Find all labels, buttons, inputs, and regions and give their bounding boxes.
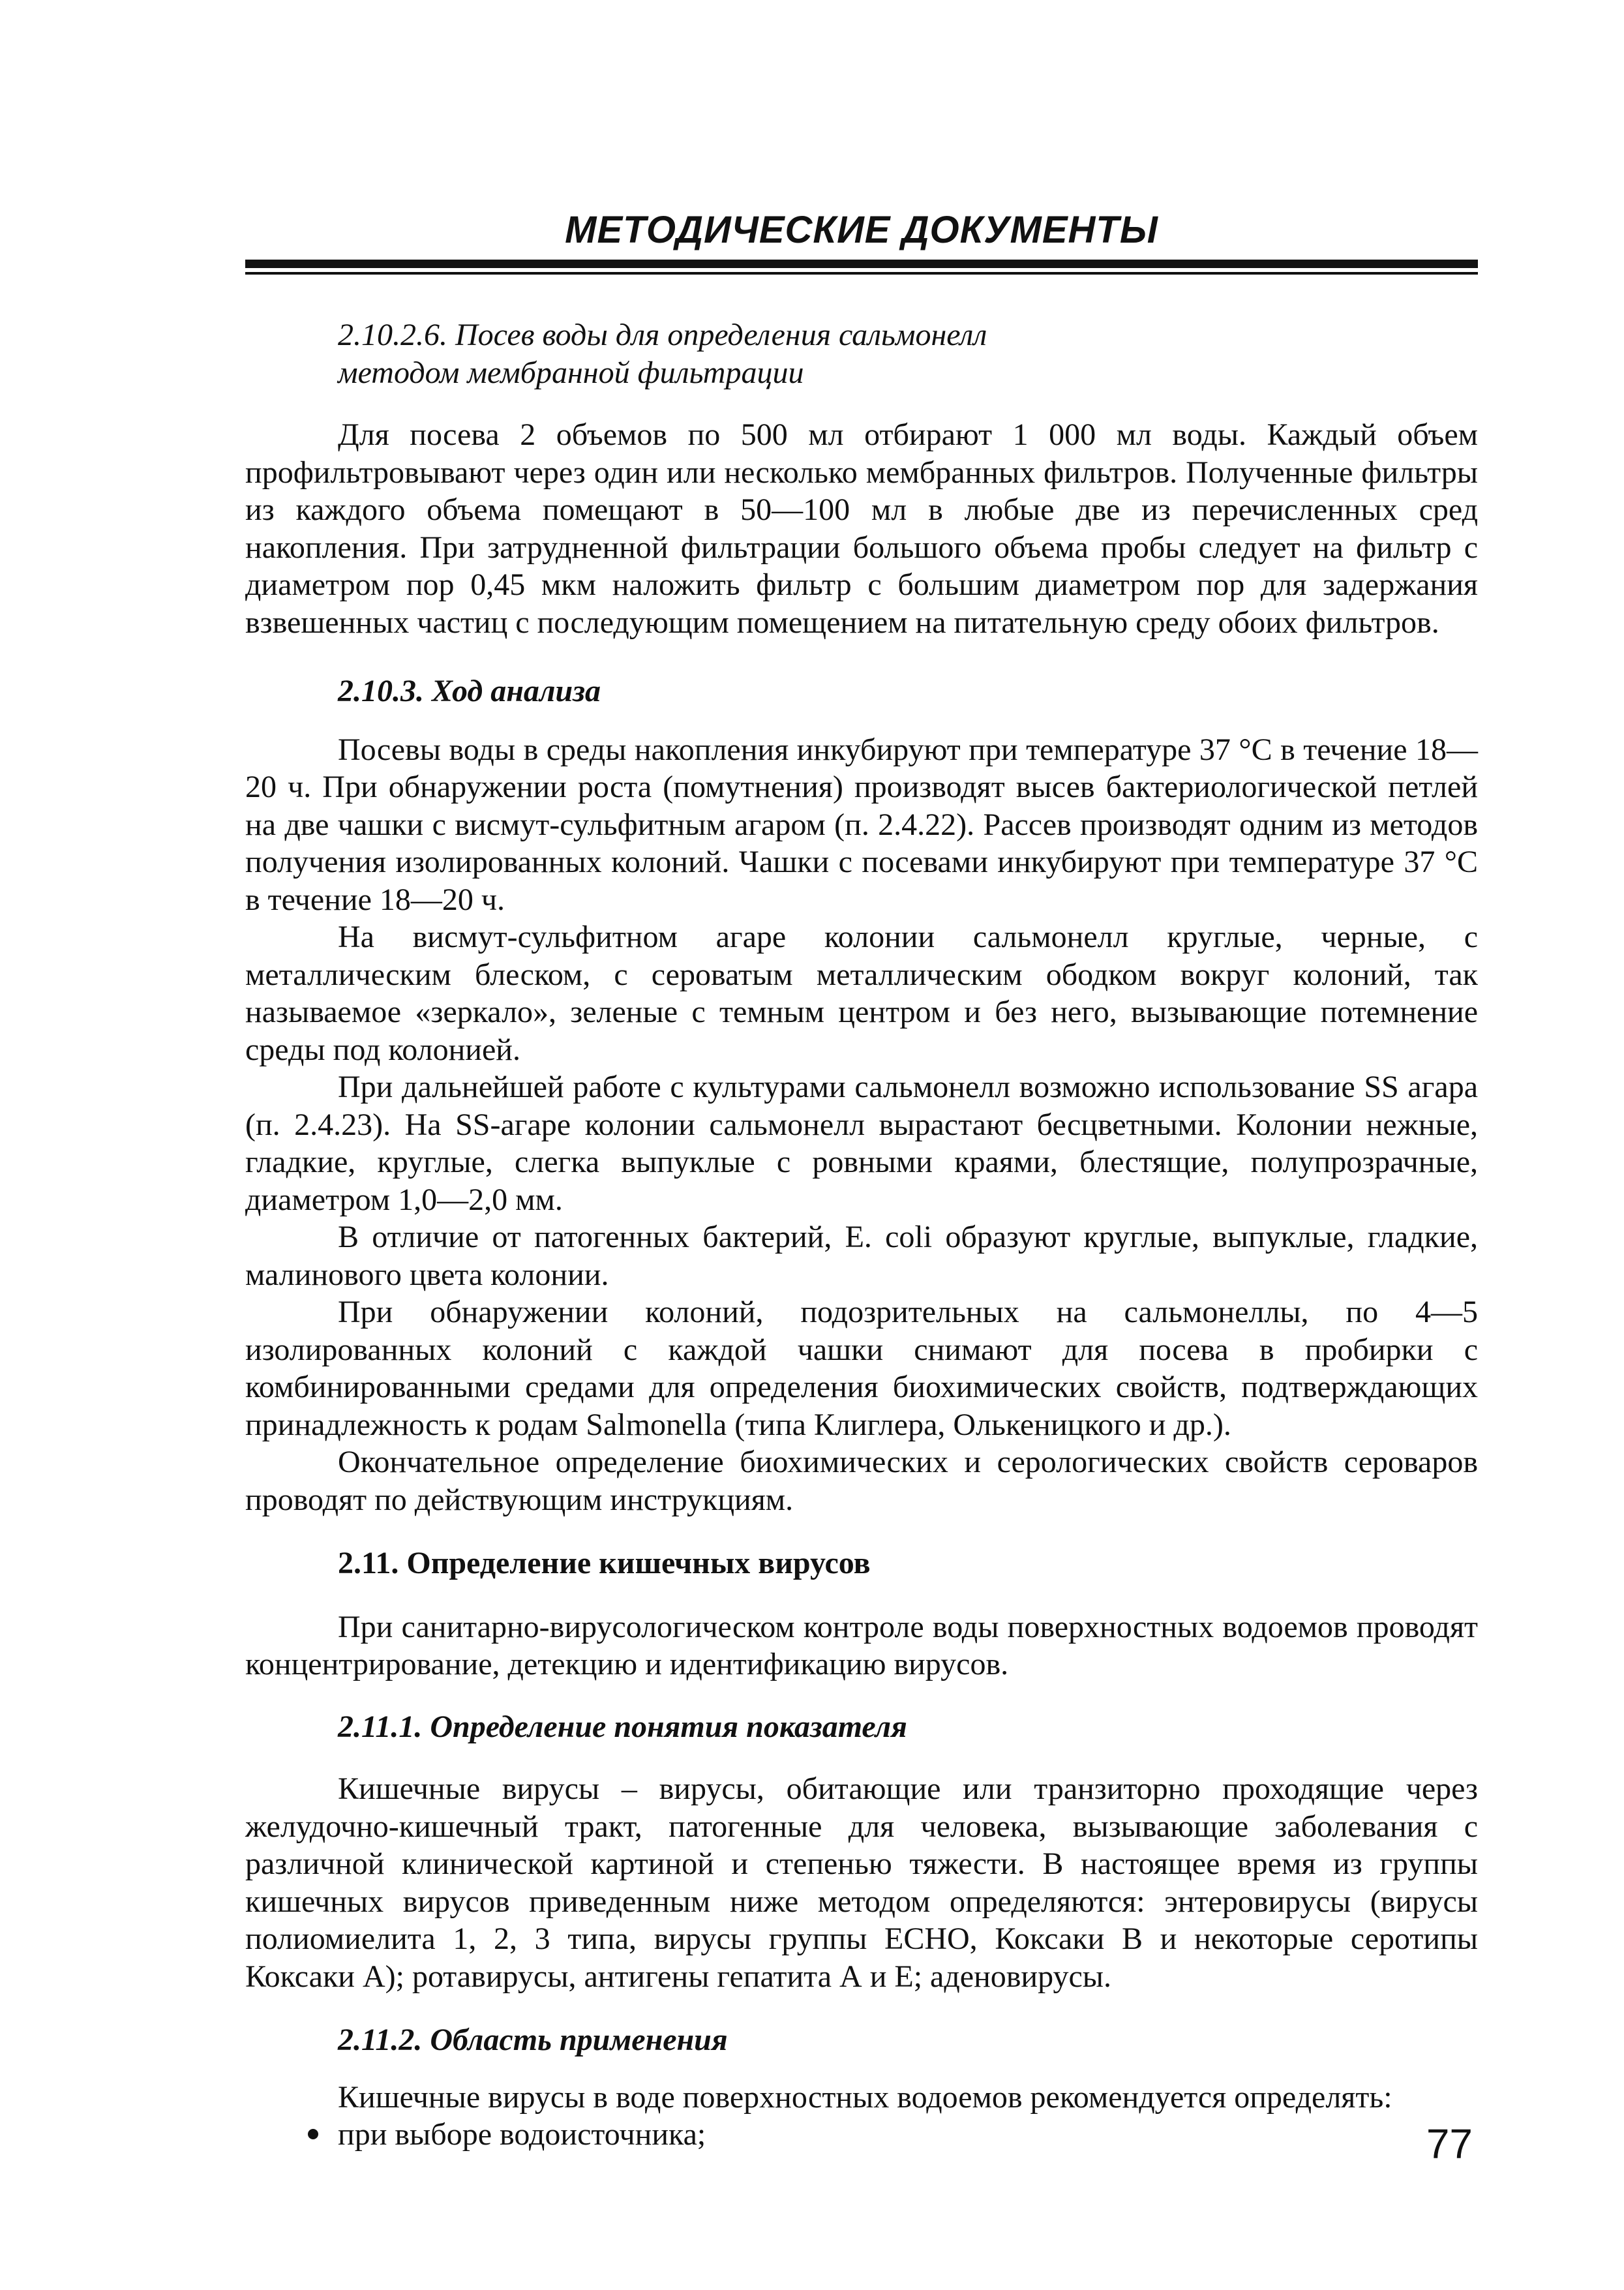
paragraph: Кишечные вирусы в воде поверхностных водоемов рекомендуется определять:: [338, 2079, 1392, 2115]
section-heading-2-11: 2.11. Определение кишечных вирусов: [338, 1546, 871, 1580]
section-heading-2-10-3: 2.10.3. Ход анализа: [338, 674, 601, 708]
section-heading-2-11-1: 2.11.1. Определение понятия показателя: [338, 1709, 907, 1744]
paragraph: Окончательное определение биохимических и серологических свойств сероваров проводят по действующим инструкциям.: [245, 1445, 1478, 1517]
section-heading-line: методом мембранной фильтрации: [338, 355, 804, 390]
list-item-text: при выборе водоисточника;: [338, 2117, 706, 2152]
running-header: МЕТОДИЧЕСКИЕ ДОКУМЕНТЫ: [565, 209, 1158, 251]
paragraph: При дальнейшей работе с культурами сальмонелл возможно использование SS агара (п. 2.4.23). На SS-агаре колонии сальмонелл вырастают бесцветными. Колонии нежные, гладкие, круглые, слегка выпуклые с ровными краями, блестящие, полупрозрачные, диаметром 1,0—2,0 мм.: [245, 1070, 1478, 1217]
section-heading-2-10-2-6: [245, 316, 1478, 391]
paragraph: Посевы воды в среды накопления инкубируют при температуре 37 °С в течение 18—20 ч. При обнаружении роста (помутнения) производят высев бактериологической петлей на две чашки с висмут-сульфитным агаром (п. 2.4.22). Рассев производят одним из методов получения изолированных колоний. Чашки с посевами инкубируют при температуре 37 °С в течение 18—20 ч.: [245, 732, 1478, 917]
header-rule-thick: [245, 260, 1478, 268]
page-number: 77: [1426, 2120, 1473, 2167]
paragraph: При обнаружении колоний, подозрительных на сальмонеллы, по 4—5 изолированных колоний с каждой чашки снимают для посева в пробирки с комбинированными средами для определения биохимических свойств, подтверждающих принадлежность к родам Salmonella (типа Клиглера, Олькеницкого и др.).: [245, 1295, 1478, 1442]
paragraph: При санитарно-вирусологическом контроле воды поверхностных водоемов проводят концентрирование, детекцию и идентификацию вирусов.: [245, 1609, 1478, 1681]
paragraph: На висмут-сульфитном агаре колонии сальмонелл круглые, черные, с металлическим блеском, с сероватым металлическим ободком вокруг колоний, так называемое «зеркало», зеленые с темным центром и без него, вызывающие потемнение среды под колонией.: [245, 920, 1478, 1067]
header-rule-thin: [245, 272, 1478, 275]
body-text: [245, 310, 1478, 2154]
paragraph: Для посева 2 объемов по 500 мл отбирают 1 000 мл воды. Каждый объем профильтровывают через один или несколько мембранных фильтров. Полученные фильтры из каждого объема помещают в 50—100 мл в любые две из перечисленных сред накопления. При затрудненной фильтрации большого объема пробы следует на фильтр с диаметром пор 0,45 мкм наложить фильтр с большим диаметром пор для задержания взвешенных частиц с последующим помещением на питательную среду обоих фильтров.: [245, 417, 1478, 640]
section-heading-2-11-2: 2.11.2. Область применения: [338, 2023, 728, 2057]
bullet-list: [245, 2116, 1478, 2154]
section-heading-line: 2.10.2.6. Посев воды для определения сальмонелл: [338, 318, 987, 352]
paragraph: В отличие от патогенных бактерий, E. coli образуют круглые, выпуклые, гладкие, малинового цвета колонии.: [245, 1220, 1478, 1292]
paragraph: Кишечные вирусы – вирусы, обитающие или транзиторно проходящие через желудочно-кишечный тракт, патогенные для человека, вызывающие заболевания с различной клинической картиной и степенью тяжести. В настоящее время из группы кишечных вирусов приведенным ниже методом определяются: энтеровирусы (вирусы полиомиелита 1, 2, 3 типа, вирусы группы ЕСНО, Коксаки В и некоторые серотипы Коксаки А); ротавирусы, антигены гепатита А и Е; аденовирусы.: [245, 1771, 1478, 1994]
list-item: [245, 2116, 1478, 2154]
bullet-icon: [308, 2129, 318, 2139]
